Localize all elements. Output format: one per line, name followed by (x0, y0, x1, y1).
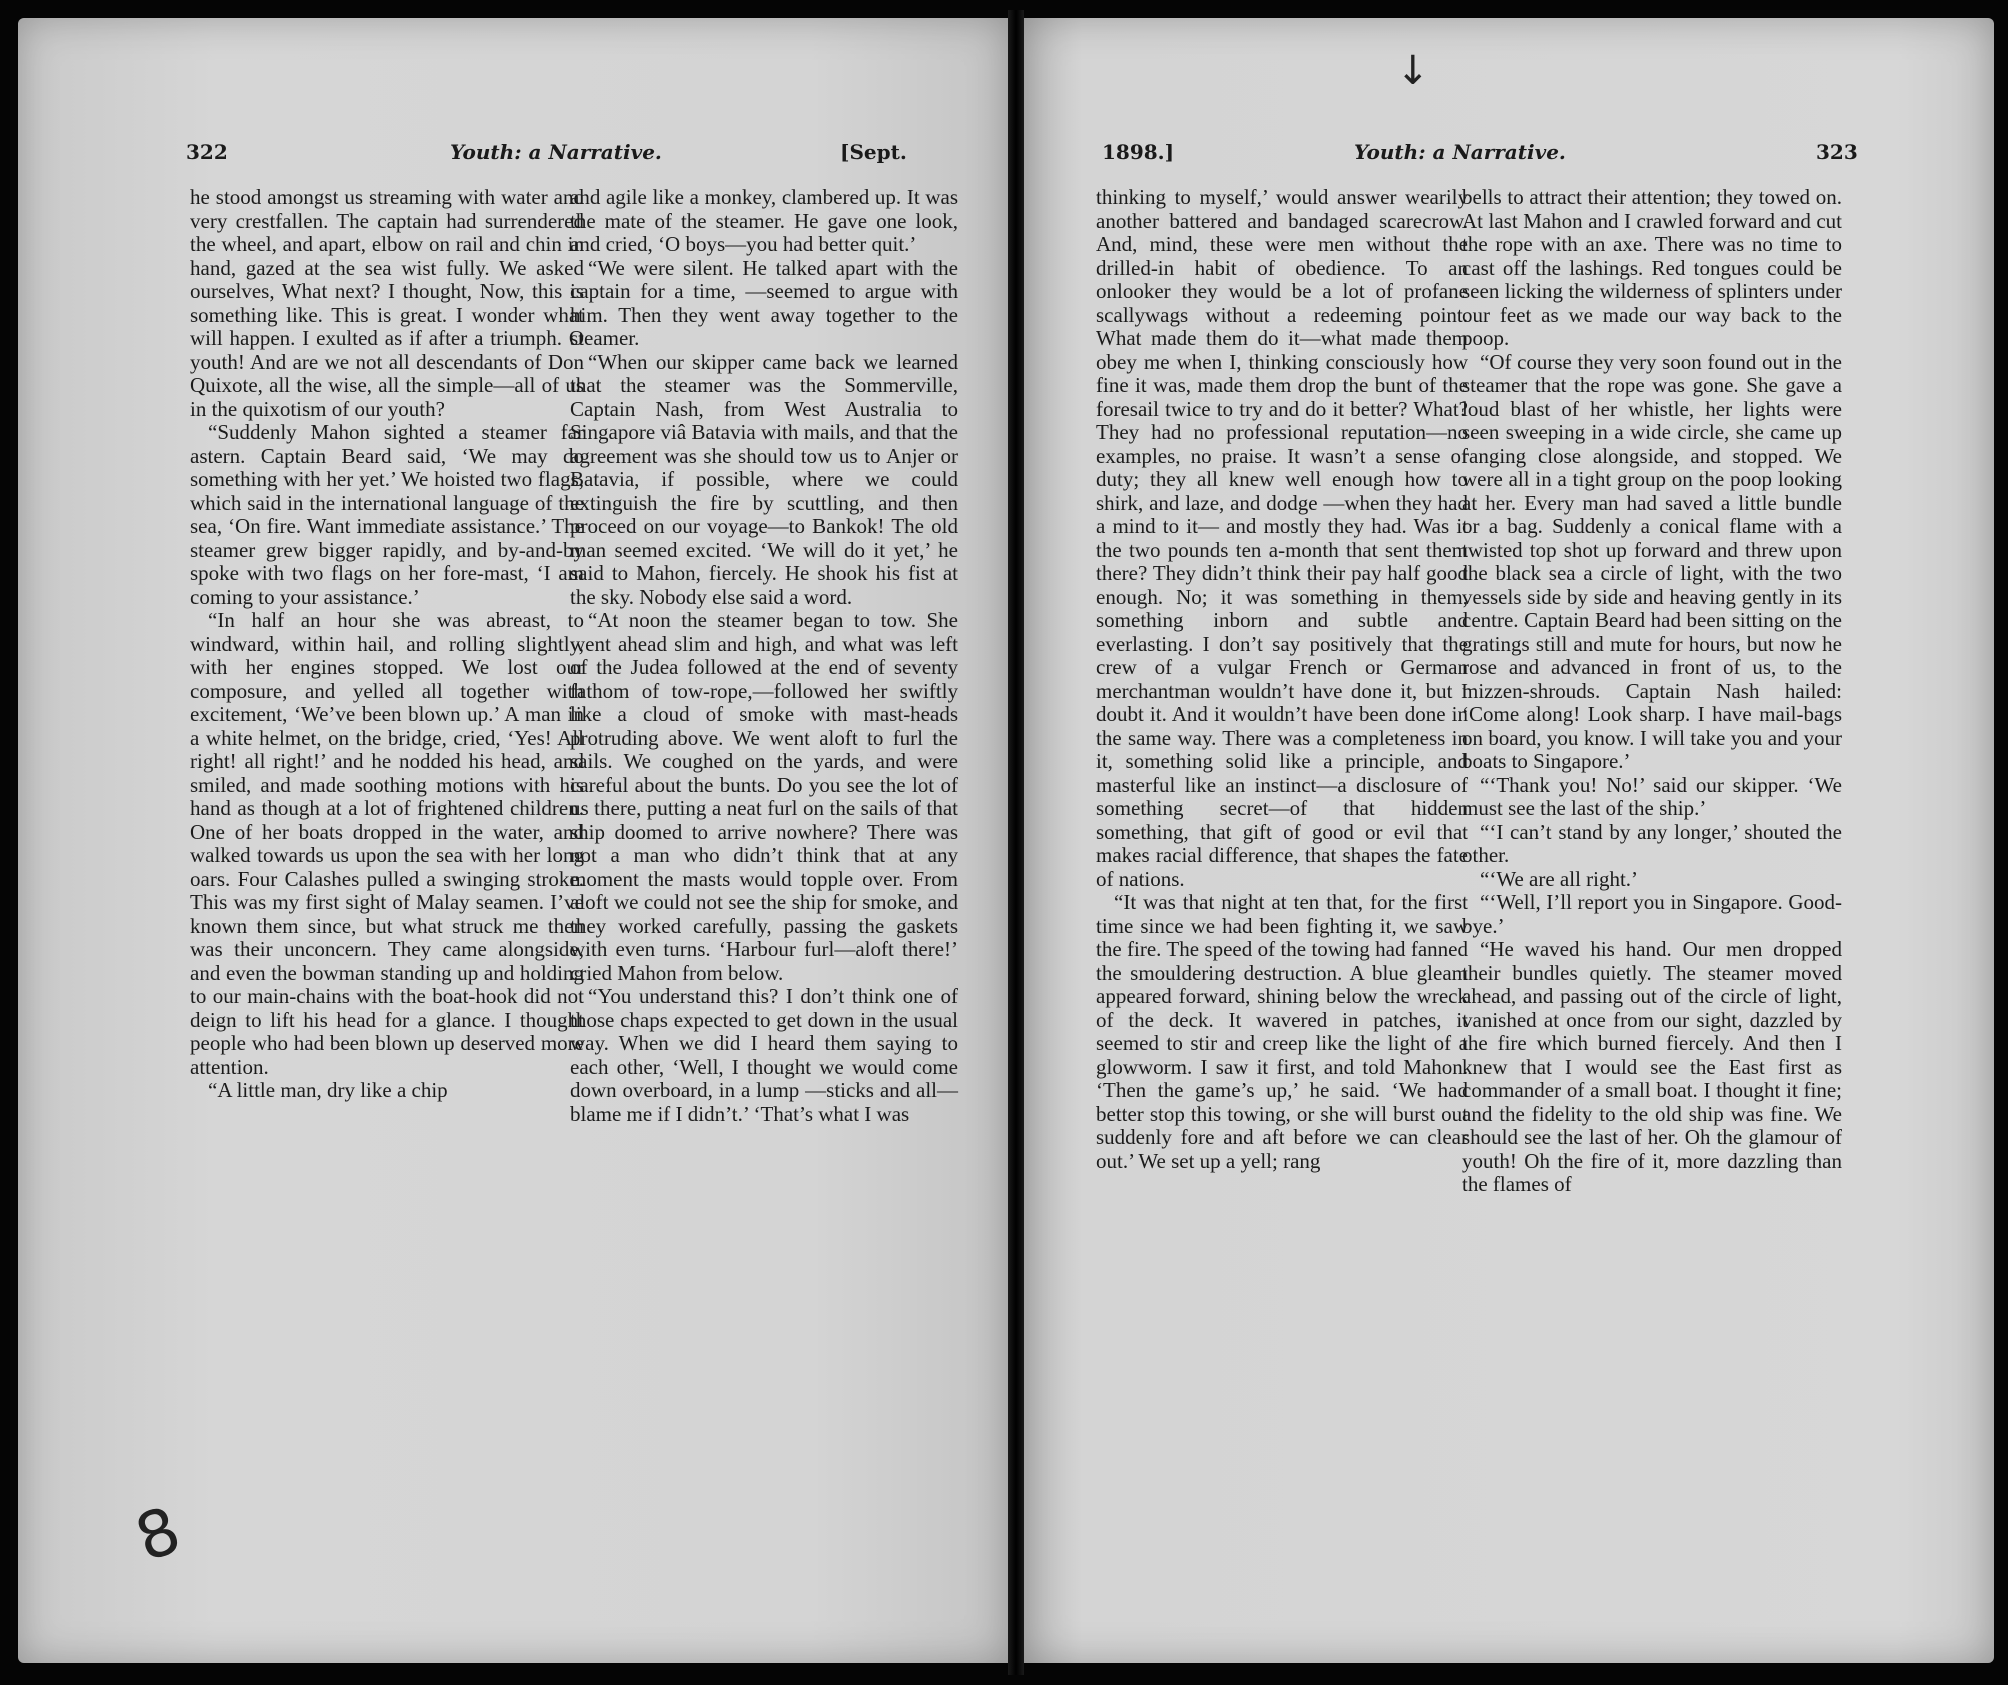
paragraph: “‘Thank you! No!’ said our skipper. ‘We must see the last of the ship.’ (1462, 772, 1842, 820)
paragraph: “When our skipper came back we learned that the steamer was the Sommerville, Captain Nash, from West Australia to Singapore viâ Batavia with mails, and that the agreement was she should tow us to Anjer or Batavia, if possible, where we could extinguish the fire by scuttling, and then proceed on our voyage—to Bankok! The old man seemed excited. ‘We will do it yet,’ he said to Mahon, fiercely. He shook his fist at the sky. Nobody else said a word. (570, 349, 958, 609)
paragraph: thinking to myself,’ would answer wearily another battered and bandaged scarecrow. And, mind, these were men without the drilled-in habit of obedience. To an onlooker they would be a lot of profane scallywags without a redeeming point. What made them do it—what made them obey me when I, thinking consciously how fine it was, made them drop the bunt of the foresail twice to try and do it better? What? They had no professional reputation—no examples, no praise. It wasn’t a sense of duty; they all knew well enough how to shirk, and laze, and dodge —when they had a mind to it— and mostly they had. Was it the two pounds ten a-month that sent them there? They didn’t think their pay half good enough. No; it was something in them, something inborn and subtle and everlasting. I don’t say positively that the crew of a vulgar French or German merchantman wouldn’t have done it, but I doubt it. And it wouldn’t have been done in the same way. There was a completeness in it, something solid like a principle, and masterful like an instinct—a disclosure of something secret—of that hidden something, that gift of good or evil that makes racial difference, that shapes the fate of nations. (1096, 185, 1468, 891)
paragraph: “‘Well, I’ll report you in Singapore. Good-bye.’ (1462, 890, 1842, 938)
date-label-right: 1898.] (1102, 140, 1175, 164)
paragraph: “At noon the steamer began to tow. She went ahead slim and high, and what was left of the Judea followed at the end of seventy fathom of tow-rope,—followed her swiftly like a cloud of smoke with mast-heads protruding above. We went aloft to furl the sails. We coughed on the yards, and were careful about the bunts. Do you see the lot of us there, putting a neat furl on the sails of that ship doomed to arrive nowhere? There was not a man who didn’t think that at any moment the masts would topple over. From aloft we could not see the ship for smoke, and they worked carefully, passing the gaskets with even turns. ‘Harbour furl—aloft there!’ cried Mahon from below. (570, 608, 958, 985)
paragraph: he stood amongst us streaming with water and very crestfallen. The captain had surrendered the wheel, and apart, elbow on rail and chin in hand, gazed at the sea wist fully. We asked ourselves, What next? I thought, Now, this is something like. This is great. I wonder what will happen. I exulted as if after a triumph. O youth! And are we not all descendants of Don Quixote, all the wise, all the simple—all of us in the quixotism of our youth? (190, 185, 584, 421)
left-page (18, 18, 1008, 1663)
paragraph: “You understand this? I don’t think one of those chaps expected to get down in the usual way. When we did I heard them saying to each other, ‘Well, I thought we would come down overboard, in a lump —sticks and all—blame me if I didn’t.’ ‘That’s what I was (570, 984, 958, 1126)
handwritten-pencil-mark: 8 (126, 1493, 191, 1577)
paragraph: “We were silent. He talked apart with the captain for a time, —seemed to argue with him. Then they went away together to the steamer. (570, 255, 958, 350)
right-page-column-2 (1462, 186, 1842, 1197)
date-label-left: [Sept. (840, 140, 907, 164)
page-number-left: 322 (186, 140, 228, 164)
paragraph: “He waved his hand. Our men dropped their bundles quietly. The steamer moved ahead, and passing out of the circle of light, vanished at once from our sight, dazzled by the fire which burned fiercely. And then I knew that I would see the East first as commander of a small boat. I thought it fine; and the fidelity to the old ship was fine. We should see the last of her. Oh the glamour of youth! Oh the fire of it, more dazzling than the flames of (1462, 937, 1842, 1196)
right-page (1024, 18, 1994, 1663)
paragraph: “In half an hour she was abreast, to windward, within hail, and rolling slightly, with her engines stopped. We lost our composure, and yelled all together with excitement, ‘We’ve been blown up.’ A man in a white helmet, on the bridge, cried, ‘Yes! All right! all right!’ and he nodded his head, and smiled, and made soothing motions with his hand as though at a lot of frightened children. One of her boats dropped in the water, and walked towards us upon the sea with her long oars. Four Calashes pulled a swinging stroke. This was my first sight of Malay seamen. I’ve known them since, but what struck me then was their unconcern. They came alongside, and even the bowman standing up and holding to our main-chains with the boat-hook did not deign to lift his head for a glance. I thought people who had been blown up deserved more attention. (190, 608, 584, 1079)
right-page-column-1 (1096, 186, 1468, 1173)
paragraph: and agile like a monkey, clambered up. It was the mate of the steamer. He gave one look, and cried, ‘O boys—you had better quit.’ (570, 185, 958, 256)
handwritten-arrow-mark: ↓ (1396, 48, 1430, 94)
paragraph: “Suddenly Mahon sighted a steamer far astern. Captain Beard said, ‘We may do something with her yet.’ We hoisted two flags, which said in the international language of the sea, ‘On fire. Want immediate assistance.’ The steamer grew bigger rapidly, and by-and-by spoke with two flags on her fore-mast, ‘I am coming to your assistance.’ (190, 420, 584, 609)
paragraph: bells to attract their attention; they towed on. At last Mahon and I crawled forward and cut the rope with an axe. There was no time to cast off the lashings. Red tongues could be seen licking the wilderness of splinters under our feet as we made our way back to the poop. (1462, 185, 1842, 350)
paragraph: “A little man, dry like a chip (208, 1078, 448, 1102)
paragraph: “Of course they very soon found out in the steamer that the rope was gone. She gave a loud blast of her whistle, her lights were seen sweeping in a wide circle, she came up ranging close alongside, and stopped. We were all in a tight group on the poop looking at her. Every man had saved a little bundle or a bag. Suddenly a conical flame with a twisted top shot up forward and threw upon the black sea a circle of light, with the two vessels side by side and heaving gently in its centre. Captain Beard had been sitting on the gratings still and mute for hours, but now he rose and advanced in front of us, to the mizzen-shrouds. Captain Nash hailed: ‘Come along! Look sharp. I have mail-bags on board, you know. I will take you and your boats to Singapore.’ (1462, 349, 1842, 773)
running-title-right: Youth: a Narrative. (1354, 140, 1566, 164)
book-gutter (1008, 10, 1024, 1675)
page-number-right: 323 (1816, 140, 1858, 164)
paragraph: “It was that night at ten that, for the first time since we had been fighting it, we saw the fire. The speed of the towing had fanned the smouldering destruction. A blue gleam appeared forward, shining below the wreck of the deck. It wavered in patches, it seemed to stir and creep like the light of a glowworm. I saw it first, and told Mahon. ‘Then the game’s up,’ he said. ‘We had better stop this towing, or she will burst out suddenly fore and aft before we can clear out.’ We set up a yell; rang (1096, 890, 1468, 1173)
paragraph: “‘I can’t stand by any longer,’ shouted the other. (1462, 819, 1842, 867)
running-title-left: Youth: a Narrative. (450, 140, 662, 164)
left-page-column-2 (570, 186, 958, 1126)
paragraph: “‘We are all right.’ (1480, 866, 1639, 891)
left-page-column-1 (190, 186, 584, 1103)
